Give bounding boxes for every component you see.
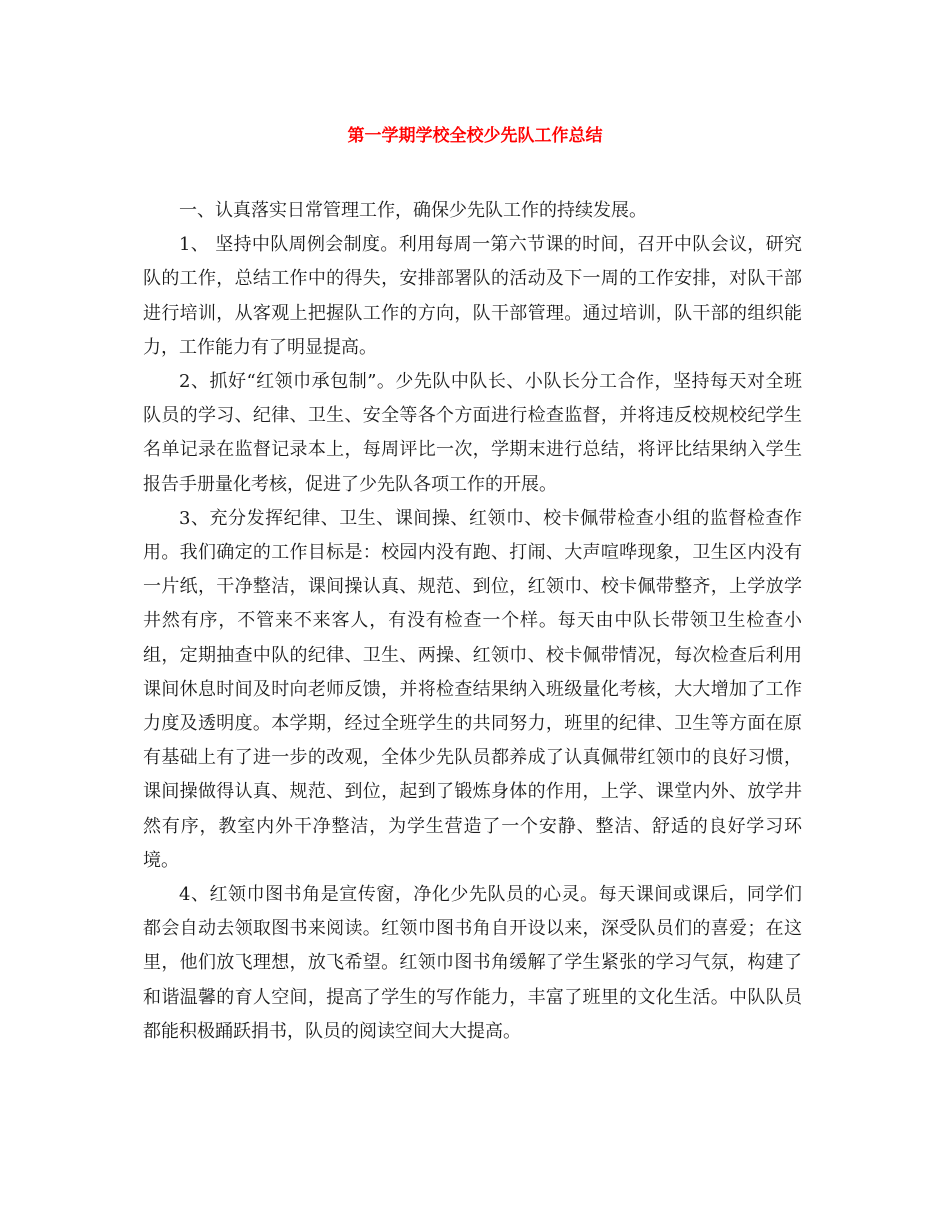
paragraph-red-scarf-contract: 2、抓好“红领巾承包制”。少先队中队长、小队长分工合作，坚持每天对全班队员的学习、纪律、卫生、安全等各个方面进行检查监督，并将违反校规校纪学生名单记录在监督记录本上，每周评比一次，学期末进行总结，将评比结果纳入学生报告手册量化考核，促进了少先队各项工作的开展。	[143, 371, 802, 495]
paragraph-inspection-groups: 3、充分发挥纪律、卫生、课间操、红领巾、校卡佩带检查小组的监督检查作用。我们确定的工作目标是：校园内没有跑、打闹、大声喧哗现象，卫生区内没有一片纸，干净整洁，课间操认真、规范、到位，红领巾、校卡佩带整齐，上学放学井然有序，不管来不来客人，有没有检查一个样。每天由中队长带领卫生检查小组，定期抽查中队的纪律、卫生、两操、红领巾、校卡佩带情况，每次检查后利用课间休息时间及时向老师反馈，并将检查结果纳入班级量化考核，大大增加了工作力度及透明度。本学期，经过全班学生的共同努力，班里的纪律、卫生等方面在原有基础上有了进一步的改观，全体少先队员都养成了认真佩带红领巾的良好习惯，课间操做得认真、规范、到位，起到了锻炼身体的作用，上学、课堂内外、放学井然有序，教室内外干净整洁，为学生营造了一个安静、整洁、舒适的良好学习环境。	[143, 507, 802, 871]
paragraph-book-corner: 4、红领巾图书角是宣传窗，净化少先队员的心灵。每天课间或课后，同学们都会自动去领取图书来阅读。红领巾图书角自开设以来，深受队员们的喜爱；在这里，他们放飞理想，放飞希望。红领巾图书角缓解了学生紧张的学习气氛，构建了和谐温馨的育人空间，提高了学生的写作能力，丰富了班里的文化生活。中队队员都能积极踊跃捐书，队员的阅读空间大大提高。	[143, 884, 802, 1042]
document-title: 第一学期学校全校少先队工作总结	[347, 126, 603, 146]
section-heading-paragraph: 一、认真落实日常管理工作，确保少先队工作的持续发展。	[179, 200, 647, 221]
paragraph-weekly-meeting: 1、 坚持中队周例会制度。利用每周一第六节课的时间，召开中队会议，研究队的工作，总结工作中的得失，安排部署队的活动及下一周的工作安排，对队干部进行培训，从客观上把握队工作的方向，队干部管理。通过培训，队干部的组织能力，工作能力有了明显提高。	[143, 234, 802, 358]
document-body	[143, 194, 802, 1049]
